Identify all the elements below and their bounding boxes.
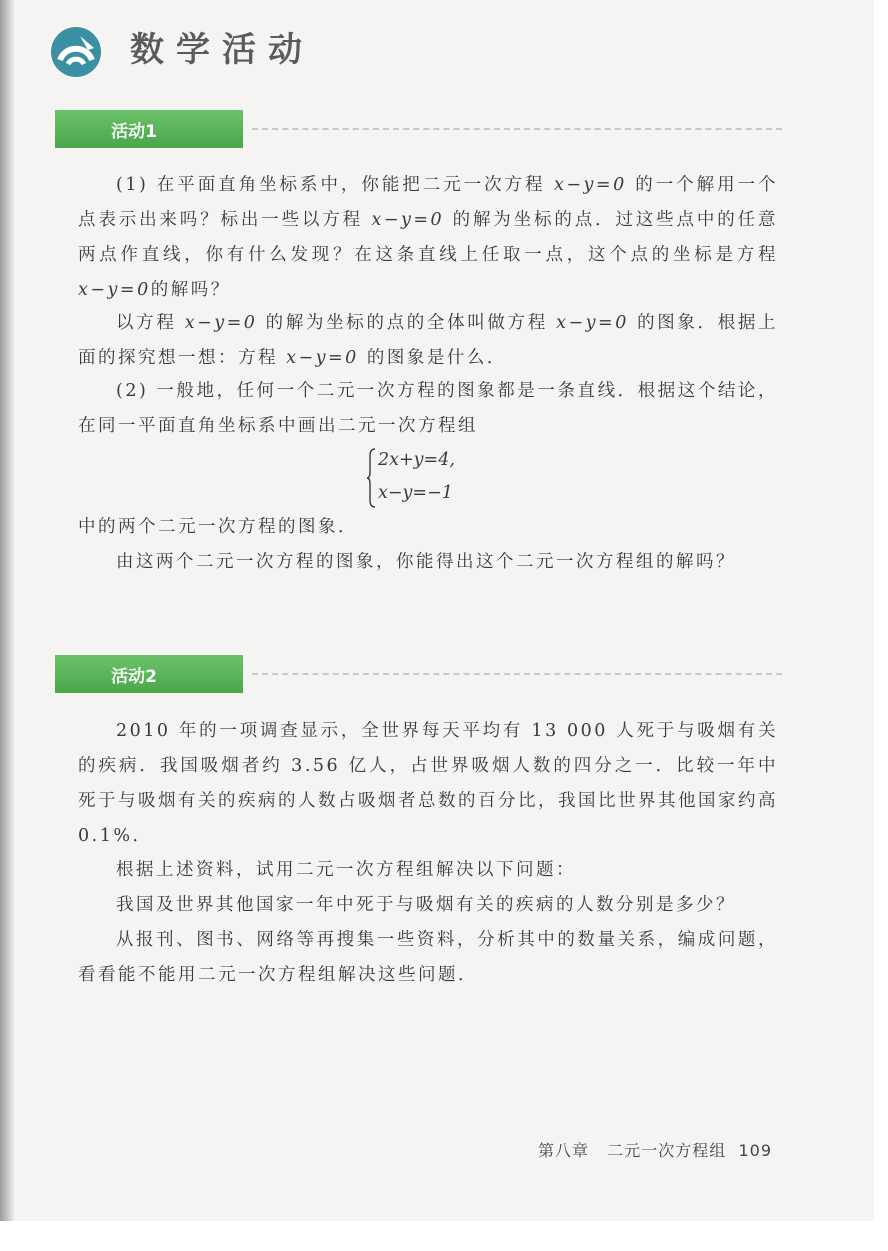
footer-chapter: 第八章	[537, 1141, 589, 1160]
math-activity-logo-icon	[50, 26, 102, 78]
page-number: 109	[738, 1141, 772, 1160]
activity-2-paragraph-2: 根据上述资料，试用二元一次方程组解决以下问题：	[116, 860, 576, 880]
bottom-margin	[0, 1221, 888, 1251]
footer-chapter-title: 二元一次方程组	[607, 1141, 727, 1160]
activity-2-paragraph-1: 2010 年的一项调查显示，全世界每天平均有 13 000 人死于与吸烟有关的疾病．我国吸烟者约 3.56 亿人，占世界吸烟人数的四分之一．比较一年中死于与吸烟有关的疾病的人数占吸烟者总数的百分比，我国比世界其他国家约高 0.1%．	[78, 721, 778, 846]
activity-1-paragraph-4: 中的两个二元一次方程的图象．	[78, 517, 358, 537]
activity-1-paragraph-1: (1) 在平面直角坐标系中，你能把二元一次方程 x−y=0 的一个解用一个点表示出来吗？标出一些以方程 x−y=0 的解为坐标的点．过这些点中的任意两点作直线，你有什么发现？在这条直线上任取一点，这个点的坐标是方程x−y=0的解吗？	[78, 175, 778, 300]
section-divider	[252, 128, 782, 130]
equation-system	[366, 444, 486, 510]
activity-1-paragraph-5: 由这两个二元一次方程的图象，你能得出这个二元一次方程组的解吗？	[116, 552, 736, 572]
activity-1-paragraph-2: 以方程 x−y=0 的解为坐标的点的全体叫做方程 x−y=0 的图象．根据上面的探究想一想：方程 x−y=0 的图象是什么．	[78, 313, 779, 368]
book-spine-shadow	[0, 0, 14, 1221]
left-brace-icon	[366, 448, 376, 508]
section-heading-activity-1: 活动1	[55, 110, 243, 148]
activity-2-paragraph-3: 我国及世界其他国家一年中死于与吸烟有关的疾病的人数分别是多少？	[116, 895, 736, 915]
system-equation-2: x−y=−1	[378, 483, 453, 503]
section-divider	[252, 673, 782, 675]
page-footer	[538, 1138, 772, 1161]
system-equation-1: 2x+y=4,	[378, 450, 455, 470]
activity-2-paragraph-4: 从报刊、图书、网络等再搜集一些资料，分析其中的数量关系，编成问题，看看能不能用二元一次方程组解决这些问题．	[78, 930, 778, 985]
section-heading-activity-2: 活动2	[55, 655, 243, 693]
page-title: 数学活动	[130, 30, 314, 70]
activity-1-paragraph-3: (2) 一般地，任何一个二元一次方程的图象都是一条直线．根据这个结论，在同一平面直角坐标系中画出二元一次方程组	[78, 381, 778, 436]
